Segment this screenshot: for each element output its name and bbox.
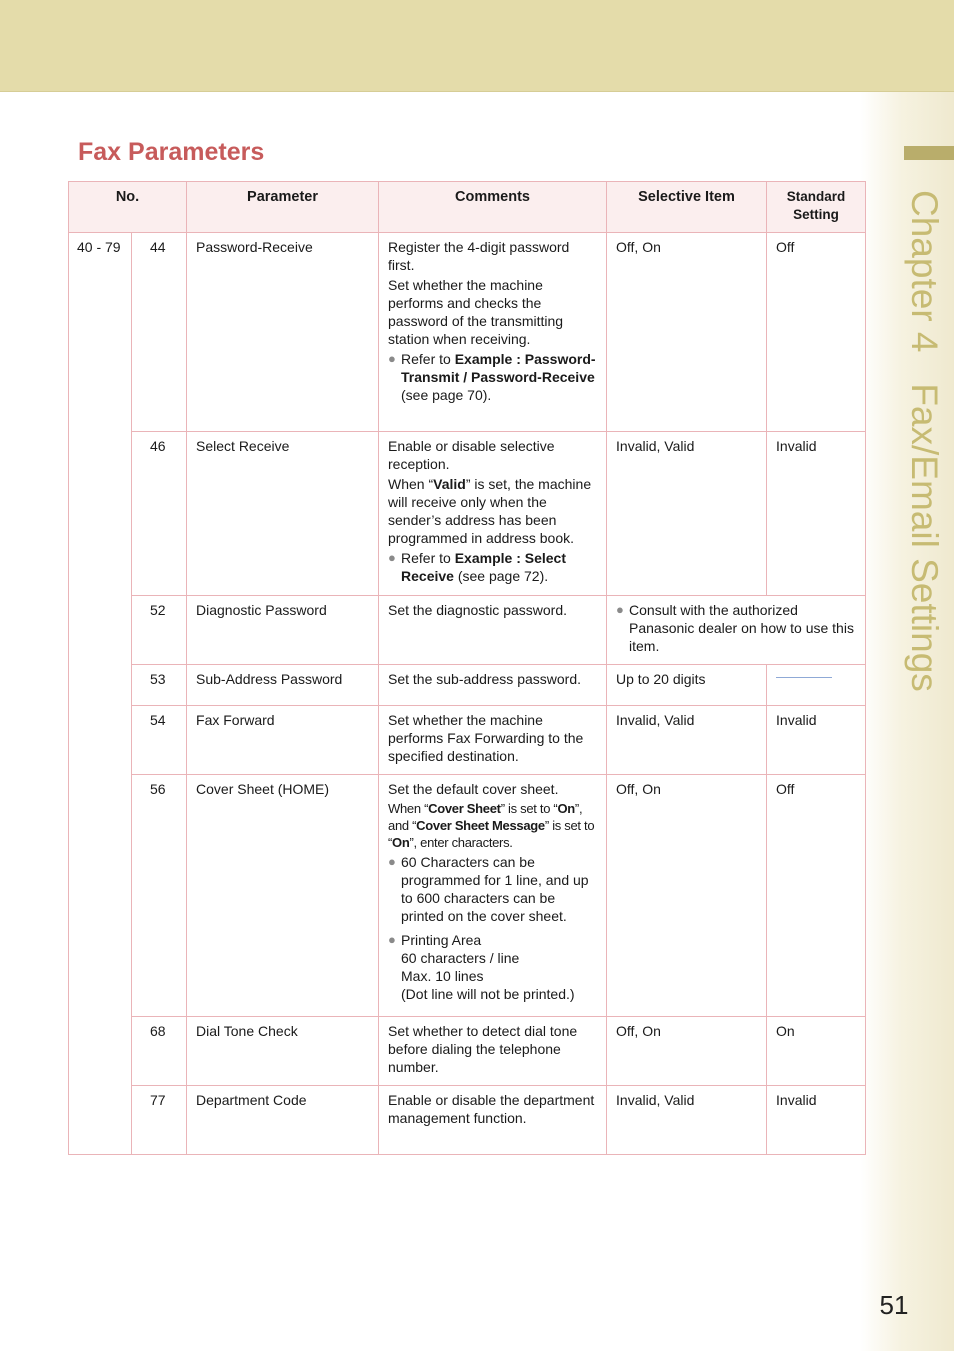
bullet-item [388,549,598,585]
row-comments [379,775,607,1017]
row-parameter: Department Code [187,1086,379,1155]
bullet-item [388,350,598,404]
bullet-text: (see page 72). [453,568,549,584]
row-parameter: Cover Sheet (HOME) [187,775,379,1017]
row-number: 68 [132,1017,187,1086]
fax-parameters-table [68,181,866,1155]
table-row [69,1017,866,1086]
row-parameter: Sub-Address Password [187,665,379,706]
table-row [69,596,866,665]
table-header-row [69,182,866,233]
table-row [69,233,866,432]
header-standard-line1: Standard [786,189,846,204]
bullet-bold-text: Example : Password-Transmit / Password-Receive [401,351,596,385]
row-comments: Set the sub-address password. [379,665,607,706]
bullet-dot-icon: ● [388,854,396,869]
note-text: Consult with the authorized Panasonic dealer on how to use this item. [629,602,854,654]
page-number: 51 [879,1290,909,1320]
row-comments: Set whether the machine performs Fax Forwarding to the specified destination. [379,706,607,775]
comment-text: Register the 4-digit password first. [388,239,570,273]
bullet-text: 60 Characters can be programmed for 1 line, and up to 600 characters can be printed on the cover sheet. [401,854,589,924]
header-selective-item: Selective Item [607,182,767,233]
header-parameter: Parameter [187,182,379,233]
row-standard-setting: Invalid [767,1086,866,1155]
row-parameter: Diagnostic Password [187,596,379,665]
row-parameter: Select Receive [187,432,379,596]
header-standard-setting [767,182,866,233]
row-parameter: Fax Forward [187,706,379,775]
comment-text: Set whether the machine performs and checks the password of the transmitting station when receiving. [388,277,564,347]
comment-text: When “Cover Sheet” is set to “On”, and “Cover Sheet Message” is set to “On”, enter characters. [388,801,595,850]
group-range: 40 - 79 [69,233,132,1155]
row-number: 46 [132,432,187,596]
bullet-item [616,601,857,655]
row-selective-item: Off, On [607,233,767,432]
table-row [69,1086,866,1155]
bullet-item [388,853,598,925]
bullet-text: (see page 70). [401,387,492,403]
row-comments: Enable or disable the department management function. [379,1086,607,1155]
row-selective-item: Invalid, Valid [607,706,767,775]
header-standard-line2: Setting [793,207,839,222]
row-standard-setting: Off [767,775,866,1017]
row-note [607,596,866,665]
row-selective-item: Up to 20 digits [607,665,767,706]
header-no: No. [69,182,187,233]
row-standard-setting [767,665,866,706]
top-band [0,0,954,92]
row-comments [379,432,607,596]
side-accent-bar [904,146,954,160]
row-standard-setting: Invalid [767,432,866,596]
bullet-dot-icon: ● [388,932,396,947]
row-standard-setting: Invalid [767,706,866,775]
row-selective-item: Invalid, Valid [607,432,767,596]
row-selective-item: Off, On [607,1017,767,1086]
header-comments: Comments [379,182,607,233]
comment-text: Enable or disable selective reception. [388,438,555,472]
row-number: 52 [132,596,187,665]
comment-text: When “Valid” is set, the machine will receive only when the sender’s address has been programmed in address book. [388,476,592,546]
bullet-text: Printing Area [401,932,482,948]
empty-value-line [776,677,832,678]
row-number: 44 [132,233,187,432]
row-standard-setting: On [767,1017,866,1086]
row-standard-setting: Off [767,233,866,432]
bullet-text: (Dot line will not be printed.) [401,986,575,1002]
bullet-bold-text: Example : Select Receive [401,550,566,584]
bullet-item [388,931,598,1003]
table-row [69,432,866,596]
bullet-text: 60 characters / line [401,950,520,966]
row-number: 54 [132,706,187,775]
table-row [69,775,866,1017]
row-number: 56 [132,775,187,1017]
row-comments: Set the diagnostic password. [379,596,607,665]
bullet-text: Refer to [401,351,455,367]
bullet-text: Refer to [401,550,455,566]
row-parameter: Dial Tone Check [187,1017,379,1086]
row-number: 53 [132,665,187,706]
row-comments [379,233,607,432]
table-row [69,706,866,775]
bullet-dot-icon: ● [388,550,396,565]
bullet-text: Max. 10 lines [401,968,484,984]
section-title: Fax Parameters [78,138,265,166]
row-selective-item: Invalid, Valid [607,1086,767,1155]
comment-text: Set the default cover sheet. [388,781,559,797]
bullet-dot-icon: ● [616,602,624,617]
row-comments: Set whether to detect dial tone before dialing the telephone number. [379,1017,607,1086]
table-row [69,665,866,706]
row-parameter: Password-Receive [187,233,379,432]
bullet-dot-icon: ● [388,351,396,366]
row-number: 77 [132,1086,187,1155]
row-selective-item: Off, On [607,775,767,1017]
chapter-label: Chapter 4 Fax/Email Settings [904,190,945,692]
